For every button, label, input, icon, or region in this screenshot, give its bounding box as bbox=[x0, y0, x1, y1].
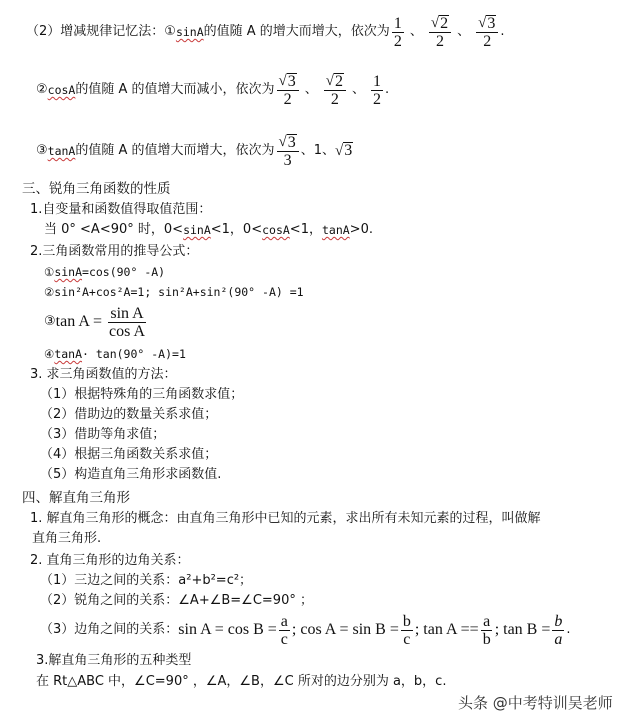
memory-rule-sin: （2）增减规律记忆法：① sinA 的值随 A 的增大而增大，依次为 $\frac{1}{2}$ 、 √ 2 2 、 √ 3 2 . bbox=[26, 14, 505, 50]
method-item: （5）构造直角三角形求函数值. bbox=[40, 467, 222, 482]
memory-rule-tan: ③ tanA 的值随 A 的值增大而增大，依次为 √ 3 3 、1、 √ 3 bbox=[36, 134, 353, 169]
section4-item2-title: 2. 直角三角形的边角关系： bbox=[30, 553, 190, 568]
value-range-statement: 当 0° <A<90° 时，0< sinA <1，0< cosA <1， tanA >0. bbox=[44, 222, 373, 237]
fraction-sqrt2-2: √ 2 2 bbox=[324, 72, 346, 108]
watermark: 头条 @中考特训吴老师 bbox=[458, 694, 613, 712]
fraction-sqrt2-2: √ 2 2 bbox=[429, 14, 451, 50]
formula-4: ④ tanA · tan(90° -A)=1 bbox=[44, 347, 186, 361]
formula-2: ②sin²A+cos²A=1; sin²A+sin²(90° -A) =1 bbox=[44, 285, 304, 299]
section4-item1-line1: 1. 解直角三角形的概念：由直角三角形中已知的元素，求出所有未知元素的过程，叫做解 bbox=[30, 511, 541, 526]
section4-item1-line2: 直角三角形. bbox=[32, 531, 102, 546]
fraction-1-2: $\frac{1}{2}$ bbox=[373, 72, 382, 108]
sqrt-3: √ 3 bbox=[335, 142, 353, 159]
relation-sides: （1）三边之间的关系：a²+b²=c²； bbox=[40, 573, 253, 588]
section4-title: 四、解直角三角形 bbox=[22, 490, 130, 506]
section3-item1-title: 1.自变量和函数值得取值范围： bbox=[30, 202, 212, 217]
cos-a-term: cosA bbox=[47, 83, 76, 97]
method-item: （2）借助边的数量关系求值； bbox=[40, 407, 218, 422]
tan-a-term: tanA bbox=[47, 144, 76, 158]
method-item: （3）借助等角求值； bbox=[40, 427, 166, 442]
memory-rule-prefix: （2）增减规律记忆法：① bbox=[26, 24, 176, 39]
fraction-sin-over-cos: $\frac{\text{sin A}}{\text{cos A}}$ bbox=[109, 304, 146, 340]
method-item: （4）根据三角函数关系求值； bbox=[40, 447, 218, 462]
method-item: （1）根据特殊角的三角函数求值； bbox=[40, 387, 244, 402]
section3-title: 三、锐角三角函数的性质 bbox=[22, 181, 171, 197]
relation-angles: （2）锐角之间的关系：∠A+∠B=∠C=90° ； bbox=[40, 593, 313, 608]
formula-1: ① sinA =cos(90° -A) bbox=[44, 265, 166, 279]
section4-item3-title: 3.解直角三角形的五种类型 bbox=[36, 653, 192, 668]
fraction-sqrt3-3: √ 3 3 bbox=[277, 133, 299, 169]
fraction-1-2: $\frac{1}{2}$ bbox=[393, 14, 402, 50]
section4-item3-body: 在 Rt△ABC 中，∠C=90° ，∠A，∠B，∠C 所对的边分别为 a，b，c. bbox=[36, 674, 447, 689]
section3-item2-title: 2.三角函数常用的推导公式： bbox=[30, 244, 199, 259]
section3-item3-title: 3. 求三角函数值的方法： bbox=[30, 367, 177, 382]
memory-rule-text: 的值随 A 的增大而增大，依次为 bbox=[203, 24, 390, 39]
sin-a-term: sinA bbox=[175, 25, 204, 39]
formula-3: ③ tan A = $\frac{\text{sin A}}{\text{cos A}}$ bbox=[44, 304, 146, 340]
relation-side-angle: （3）边角之间的关系： sin A = cos B = $\frac{a}{c}$ ; cos A = sin B = $\frac{b}{c}$ ; tan A == $\frac{a}{b}$ ; tan B = $\frac{b}{a}$ . bbox=[40, 612, 571, 648]
fraction-sqrt3-2: √ 3 2 bbox=[476, 14, 498, 50]
fraction-sqrt3-2: √ 3 2 bbox=[277, 72, 299, 108]
memory-rule-cos: ② cosA 的值随 A 的值增大而减小，依次为 √ 3 2 、 √ 2 2 、 $\frac{1}{2}$ . bbox=[36, 72, 390, 108]
